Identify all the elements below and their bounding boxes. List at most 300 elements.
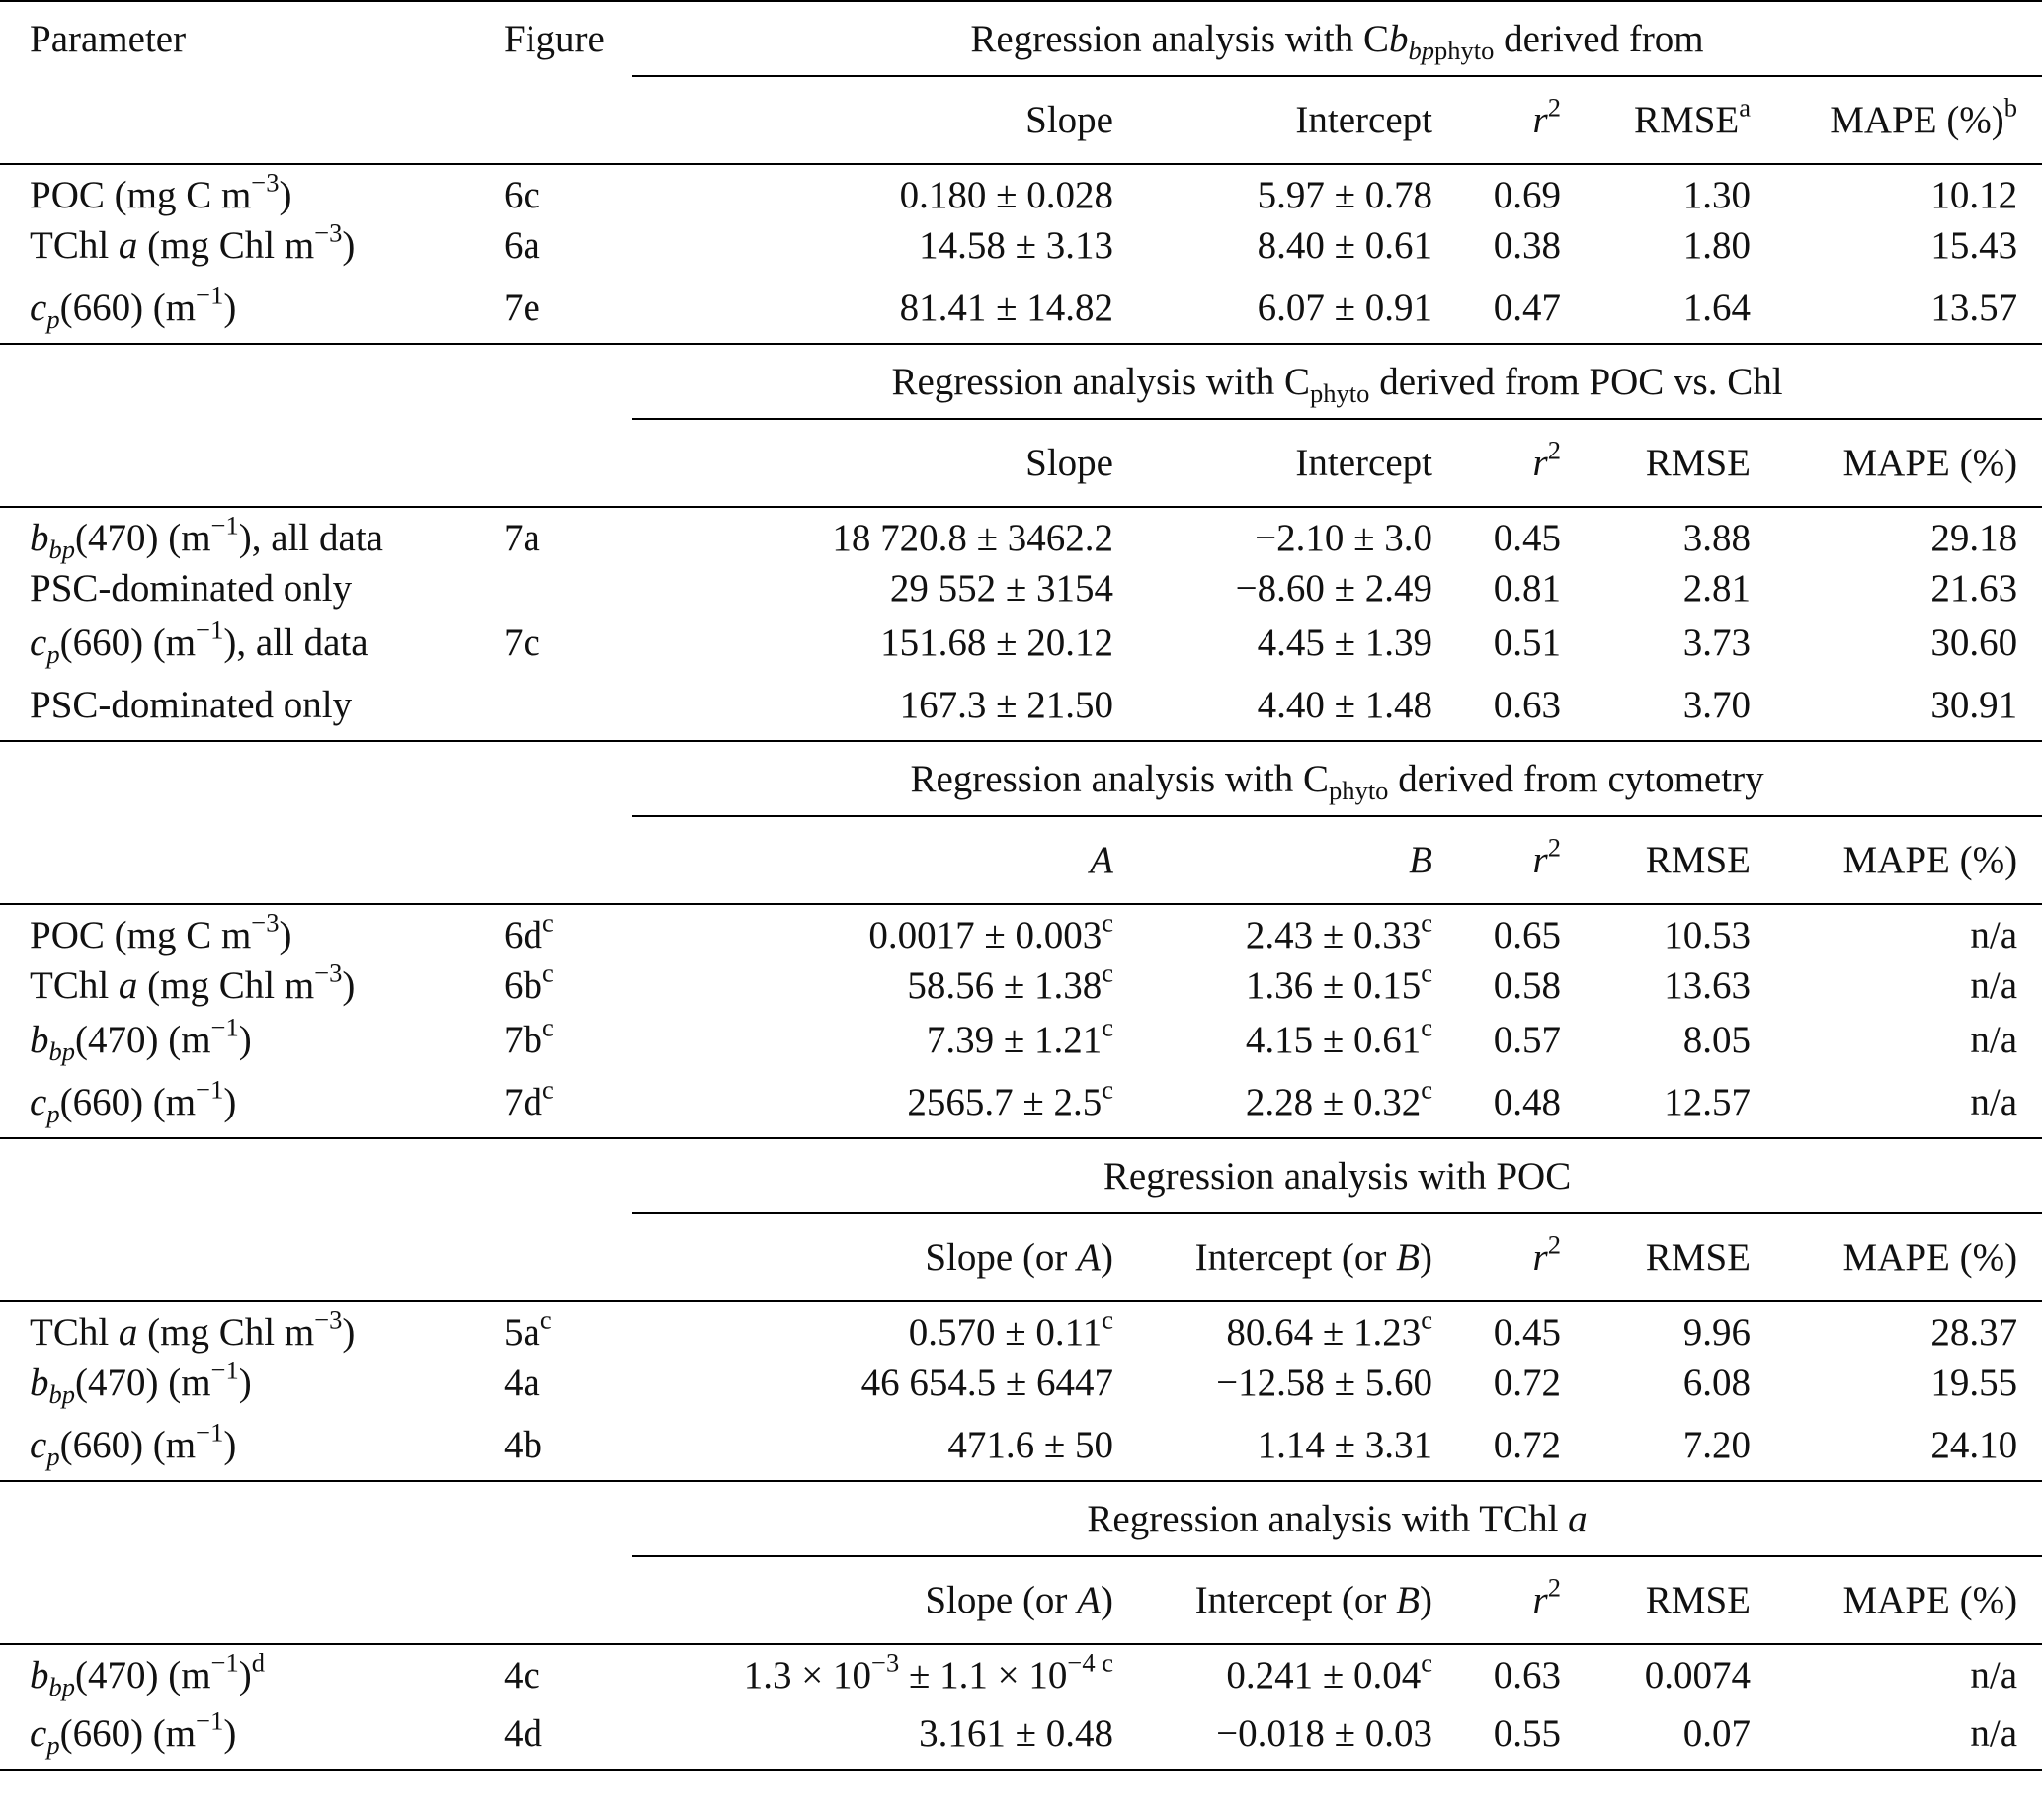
italic-symbol: c xyxy=(30,287,47,329)
text-fragment: ) xyxy=(342,224,356,267)
r2-cell xyxy=(1432,561,1561,616)
r2-cell xyxy=(1432,1013,1561,1067)
subscript: p xyxy=(46,1098,60,1128)
text-fragment: MAPE (%) xyxy=(1830,99,2004,141)
mape-cell xyxy=(1751,904,2042,958)
r2-cell xyxy=(1432,670,1561,741)
superscript: d xyxy=(251,1647,266,1678)
rmse-value: 3.88 xyxy=(1682,516,1751,559)
blank-cell xyxy=(474,816,632,904)
text-fragment: 4.45 ± 1.39 xyxy=(1257,621,1432,664)
text-fragment: RMSE xyxy=(1645,442,1751,484)
italic-symbol: a xyxy=(1568,1497,1588,1540)
text-fragment: POC (mg C m xyxy=(30,913,252,956)
superscript: 2 xyxy=(1547,92,1561,123)
r2-cell xyxy=(1432,218,1561,273)
superscript: c xyxy=(1421,1304,1432,1335)
parameter-cell xyxy=(0,164,474,218)
mape-value: 30.60 xyxy=(1930,621,2018,664)
superscript: c xyxy=(1102,1012,1113,1042)
text-fragment: TChl xyxy=(30,224,119,267)
superscript: −3 xyxy=(871,1647,900,1678)
table-row xyxy=(0,1644,2042,1698)
r2-cell xyxy=(1432,1067,1561,1138)
text-fragment: 4d xyxy=(504,1712,542,1755)
r2-cell xyxy=(1432,1698,1561,1770)
rmse-cell xyxy=(1561,1013,1751,1067)
superscript: c xyxy=(1421,907,1432,938)
superscript: −1 xyxy=(196,615,224,645)
text-fragment: 0.0017 ± 0.003 xyxy=(868,913,1103,956)
superscript: c xyxy=(542,957,554,988)
regression-table-body xyxy=(0,1,2042,1770)
column-header-row xyxy=(0,816,2042,904)
text-fragment: ± 1.1 × 10 xyxy=(899,1653,1068,1696)
mape-value: 19.55 xyxy=(1930,1362,2018,1404)
text-fragment: derived from cytometry xyxy=(1388,757,1764,800)
text-fragment: 7d xyxy=(504,1081,542,1123)
intercept-column-header xyxy=(1113,76,1432,164)
intercept-column-header xyxy=(1113,419,1432,507)
text-fragment: 5a xyxy=(504,1310,540,1354)
table-row xyxy=(0,164,2042,218)
text-fragment: −0.018 ± 0.03 xyxy=(1216,1712,1432,1755)
text-fragment: (470) (m xyxy=(75,1019,211,1061)
subscript: bp xyxy=(1408,35,1434,65)
intercept-cell xyxy=(1113,273,1432,344)
text-fragment: Slope xyxy=(1025,442,1113,484)
rmse-cell xyxy=(1561,273,1751,344)
text-fragment: MAPE (%) xyxy=(1842,839,2018,881)
intercept-column-header xyxy=(1113,816,1432,904)
slope-cell xyxy=(632,164,1113,218)
mape-value: 30.91 xyxy=(1930,684,2018,726)
text-fragment: Slope (or xyxy=(925,1236,1078,1279)
superscript: −3 xyxy=(314,957,343,988)
blank-cell xyxy=(0,1213,474,1301)
section-title xyxy=(632,1,2042,76)
rmse-column-header xyxy=(1561,816,1751,904)
rmse-value: 1.30 xyxy=(1682,173,1751,216)
text-fragment: ) xyxy=(223,1424,237,1466)
table-row xyxy=(0,1410,2042,1481)
parameter-cell xyxy=(0,616,474,670)
rmse-value: 10.53 xyxy=(1664,913,1751,956)
superscript: −3 xyxy=(251,167,280,198)
text-fragment: (660) (m xyxy=(59,621,197,664)
text-fragment: 6d xyxy=(504,913,542,956)
figure-cell xyxy=(474,1410,632,1481)
text-fragment: 2.43 ± 0.33 xyxy=(1245,913,1422,956)
table-row xyxy=(0,507,2042,561)
rmse-cell xyxy=(1561,1698,1751,1770)
italic-symbol: a xyxy=(118,964,138,1007)
r2-column-header xyxy=(1432,76,1561,164)
table-row xyxy=(0,1356,2042,1410)
rmse-cell xyxy=(1561,1067,1751,1138)
mape-cell xyxy=(1751,1356,2042,1410)
italic-symbol: b xyxy=(30,1019,49,1061)
text-fragment: 7a xyxy=(504,516,540,559)
mape-value: n/a xyxy=(1970,913,2018,956)
mape-cell xyxy=(1751,561,2042,616)
figure-cell xyxy=(474,616,632,670)
figure-cell xyxy=(474,1301,632,1356)
text-fragment: TChl xyxy=(30,964,119,1007)
text-fragment: Regression analysis with POC xyxy=(1103,1154,1572,1198)
text-fragment: 46 654.5 ± 6447 xyxy=(860,1362,1113,1404)
superscript: −3 xyxy=(314,217,343,248)
intercept-cell xyxy=(1113,218,1432,273)
parameter-cell xyxy=(0,1698,474,1770)
rmse-cell xyxy=(1561,616,1751,670)
rmse-value: 1.80 xyxy=(1682,224,1751,267)
mape-value: n/a xyxy=(1970,1019,2018,1061)
mape-value: 13.57 xyxy=(1930,287,2018,329)
r2-value: 0.47 xyxy=(1493,287,1561,329)
superscript: 2 xyxy=(1547,435,1561,465)
section-title xyxy=(632,1138,2042,1213)
rmse-cell xyxy=(1561,670,1751,741)
r2-column-header xyxy=(1432,1556,1561,1644)
parameter-cell xyxy=(0,958,474,1013)
mape-value: 28.37 xyxy=(1930,1310,2018,1354)
r2-cell xyxy=(1432,958,1561,1013)
subscript: bp xyxy=(48,1671,76,1701)
text-fragment: 4b xyxy=(504,1424,542,1466)
mape-column-header xyxy=(1751,816,2042,904)
table-row xyxy=(0,1013,2042,1067)
slope-cell xyxy=(632,1644,1113,1698)
section-title-row xyxy=(0,1,2042,76)
superscript: c xyxy=(1102,1304,1113,1335)
mape-cell xyxy=(1751,670,2042,741)
mape-value: 21.63 xyxy=(1930,567,2018,610)
rmse-column-header xyxy=(1561,1213,1751,1301)
text-fragment: −8.60 ± 2.49 xyxy=(1235,567,1432,610)
parameter-header xyxy=(0,741,474,816)
text-fragment: MAPE (%) xyxy=(1842,442,2018,484)
text-fragment: Slope xyxy=(1025,99,1113,141)
text-fragment: ) xyxy=(1101,1579,1113,1621)
superscript: c xyxy=(1102,957,1113,988)
subscript: p xyxy=(46,1729,60,1760)
text-fragment: 4a xyxy=(504,1362,540,1404)
mape-cell xyxy=(1751,958,2042,1013)
blank-cell xyxy=(474,419,632,507)
rmse-value: 6.08 xyxy=(1682,1362,1751,1404)
slope-cell xyxy=(632,1698,1113,1770)
text-fragment: 8.40 ± 0.61 xyxy=(1257,224,1432,267)
rmse-value: 12.57 xyxy=(1664,1081,1751,1123)
text-fragment: ) xyxy=(279,173,292,216)
figure-cell xyxy=(474,1067,632,1138)
mape-value: n/a xyxy=(1970,1081,2018,1123)
text-fragment: (470) (m xyxy=(75,1653,211,1696)
mape-cell xyxy=(1751,1410,2042,1481)
table-row xyxy=(0,616,2042,670)
intercept-column-header xyxy=(1113,1556,1432,1644)
intercept-cell xyxy=(1113,904,1432,958)
parameter-cell xyxy=(0,1301,474,1356)
mape-cell xyxy=(1751,218,2042,273)
intercept-column-header xyxy=(1113,1213,1432,1301)
mape-cell xyxy=(1751,507,2042,561)
figure-cell xyxy=(474,561,632,616)
text-fragment: 167.3 ± 21.50 xyxy=(899,684,1113,726)
superscript: c xyxy=(1421,1012,1432,1042)
text-fragment: ), all data xyxy=(238,516,383,559)
superscript: −1 xyxy=(196,1417,224,1448)
r2-value: 0.72 xyxy=(1493,1424,1561,1466)
figure-cell xyxy=(474,1644,632,1698)
slope-cell xyxy=(632,958,1113,1013)
subscript: bp xyxy=(48,534,76,564)
subscript: bp xyxy=(48,1378,76,1409)
section-title xyxy=(632,1481,2042,1556)
mape-cell xyxy=(1751,1067,2042,1138)
rmse-cell xyxy=(1561,561,1751,616)
text-fragment: 1.3 × 10 xyxy=(743,1653,871,1696)
blank-cell xyxy=(0,1556,474,1644)
slope-cell xyxy=(632,218,1113,273)
slope-cell xyxy=(632,1301,1113,1356)
slope-cell xyxy=(632,1410,1113,1481)
intercept-cell xyxy=(1113,1013,1432,1067)
italic-symbol: a xyxy=(118,224,138,267)
italic-symbol: a xyxy=(118,1310,138,1354)
r2-value: 0.45 xyxy=(1493,516,1561,559)
superscript: b xyxy=(2003,92,2018,123)
text-fragment: 151.68 ± 20.12 xyxy=(880,621,1113,664)
r2-cell xyxy=(1432,1410,1561,1481)
slope-cell xyxy=(632,507,1113,561)
figure-header xyxy=(474,344,632,419)
rmse-value: 9.96 xyxy=(1682,1310,1751,1354)
parameter-cell xyxy=(0,218,474,273)
intercept-cell xyxy=(1113,507,1432,561)
figure-cell xyxy=(474,958,632,1013)
rmse-value: 3.73 xyxy=(1682,621,1751,664)
column-header-row xyxy=(0,76,2042,164)
parameter-header xyxy=(0,344,474,419)
mape-cell xyxy=(1751,1644,2042,1698)
rmse-value: 0.0074 xyxy=(1644,1653,1751,1696)
r2-value: 0.58 xyxy=(1493,964,1561,1007)
subscript: phyto xyxy=(1433,35,1495,65)
italic-symbol: b xyxy=(30,516,49,559)
parameter-cell xyxy=(0,670,474,741)
rmse-value: 13.63 xyxy=(1664,964,1751,1007)
italic-symbol: r xyxy=(1532,442,1548,484)
text-fragment: 0.180 ± 0.028 xyxy=(899,173,1113,216)
mape-cell xyxy=(1751,164,2042,218)
table-row xyxy=(0,670,2042,741)
section-title-row xyxy=(0,1481,2042,1556)
superscript: −1 xyxy=(196,280,224,310)
mape-value: 24.10 xyxy=(1930,1424,2018,1466)
italic-symbol: b xyxy=(30,1653,49,1696)
text-fragment: 6b xyxy=(504,964,542,1007)
figure-cell xyxy=(474,1013,632,1067)
r2-value: 0.63 xyxy=(1493,1653,1561,1696)
section-title-row xyxy=(0,1138,2042,1213)
italic-symbol: r xyxy=(1532,1236,1548,1279)
figure-cell xyxy=(474,273,632,344)
italic-symbol: c xyxy=(30,1712,47,1755)
text-fragment: Slope (or xyxy=(925,1579,1078,1621)
column-header-row xyxy=(0,419,2042,507)
subscript: p xyxy=(46,1441,60,1471)
r2-value: 0.81 xyxy=(1493,567,1561,610)
text-fragment: Intercept (or xyxy=(1194,1236,1397,1279)
text-fragment: ) xyxy=(223,1712,237,1755)
r2-value: 0.48 xyxy=(1493,1081,1561,1123)
text-fragment: ) xyxy=(1420,1236,1432,1279)
blank-cell xyxy=(0,76,474,164)
mape-value: n/a xyxy=(1970,1712,2018,1755)
figure-cell xyxy=(474,507,632,561)
intercept-cell xyxy=(1113,1644,1432,1698)
italic-symbol: b xyxy=(1388,17,1409,60)
italic-symbol: b xyxy=(30,1362,49,1404)
italic-symbol: B xyxy=(1396,1579,1420,1621)
intercept-cell xyxy=(1113,1301,1432,1356)
rmse-cell xyxy=(1561,904,1751,958)
mape-value: n/a xyxy=(1970,1653,2018,1696)
mape-cell xyxy=(1751,1698,2042,1770)
parameter-header xyxy=(0,1481,474,1556)
intercept-cell xyxy=(1113,1067,1432,1138)
rmse-value: 0.07 xyxy=(1682,1712,1751,1755)
text-fragment: derived from POC vs. Chl xyxy=(1369,360,1783,403)
subscript: p xyxy=(46,638,60,669)
text-fragment: TChl xyxy=(30,1310,119,1354)
text-fragment: 7c xyxy=(504,621,540,664)
text-fragment: 7.39 ± 1.21 xyxy=(926,1019,1103,1061)
parameter-header xyxy=(0,1,474,76)
text-fragment: (660) (m xyxy=(59,1424,197,1466)
blank-cell xyxy=(474,1213,632,1301)
mape-value: 15.43 xyxy=(1930,224,2018,267)
r2-cell xyxy=(1432,1644,1561,1698)
table-row xyxy=(0,904,2042,958)
superscript: c xyxy=(539,1304,552,1335)
superscript: c xyxy=(542,1012,554,1042)
superscript: 2 xyxy=(1547,1229,1561,1260)
parameter-cell xyxy=(0,507,474,564)
r2-value: 0.63 xyxy=(1493,684,1561,726)
superscript: −1 xyxy=(196,1074,224,1105)
blank-cell xyxy=(0,419,474,507)
subscript: phyto xyxy=(1329,775,1389,805)
mape-column-header xyxy=(1751,419,2042,507)
text-fragment: Regression analysis with C xyxy=(970,17,1389,60)
superscript: −3 xyxy=(314,1304,343,1335)
intercept-cell xyxy=(1113,616,1432,670)
superscript: −3 xyxy=(251,907,280,938)
text-fragment: 3.161 ± 0.48 xyxy=(919,1712,1113,1755)
figure-cell xyxy=(474,670,632,741)
r2-cell xyxy=(1432,1301,1561,1356)
italic-symbol: B xyxy=(1409,839,1432,881)
text-fragment: ) xyxy=(1101,1236,1113,1279)
superscript: −1 xyxy=(210,1012,239,1042)
text-fragment: MAPE (%) xyxy=(1842,1236,2018,1279)
text-fragment: 4.40 ± 1.48 xyxy=(1257,684,1432,726)
r2-value: 0.57 xyxy=(1493,1019,1561,1061)
text-fragment: derived from xyxy=(1494,17,1704,60)
text-fragment: 6.07 ± 0.91 xyxy=(1257,287,1432,329)
text-fragment: 4.15 ± 0.61 xyxy=(1245,1019,1422,1061)
text-fragment: Intercept xyxy=(1295,442,1432,484)
r2-cell xyxy=(1432,1356,1561,1410)
text-fragment: ) xyxy=(342,964,356,1007)
section-title xyxy=(632,741,2042,816)
r2-value: 0.55 xyxy=(1493,1712,1561,1755)
text-fragment: Intercept (or xyxy=(1194,1579,1397,1621)
text-fragment: 29 552 ± 3154 xyxy=(889,567,1113,610)
table-row xyxy=(0,561,2042,616)
column-header-row xyxy=(0,1556,2042,1644)
subscript: p xyxy=(46,303,60,334)
slope-cell xyxy=(632,561,1113,616)
rmse-value: 8.05 xyxy=(1682,1019,1751,1061)
italic-symbol: B xyxy=(1396,1236,1420,1279)
text-fragment: 0.241 ± 0.04 xyxy=(1226,1653,1422,1696)
text-fragment: −12.58 ± 5.60 xyxy=(1216,1362,1432,1404)
rmse-value: 3.70 xyxy=(1682,684,1751,726)
italic-symbol: c xyxy=(30,621,47,664)
text-fragment: (660) (m xyxy=(59,1712,197,1755)
figure-header xyxy=(474,1481,632,1556)
intercept-cell xyxy=(1113,1356,1432,1410)
superscript: c xyxy=(542,1074,554,1105)
rmse-column-header xyxy=(1561,1556,1751,1644)
blank-cell xyxy=(474,1556,632,1644)
text-fragment: ) xyxy=(238,1362,252,1404)
parameter-cell xyxy=(0,1356,474,1410)
blank-cell xyxy=(0,816,474,904)
superscript: −1 xyxy=(210,510,239,540)
text-fragment: ), all data xyxy=(223,621,368,664)
text-fragment: 58.56 ± 1.38 xyxy=(907,964,1103,1007)
slope-column-header xyxy=(632,76,1113,164)
text-fragment: 1.14 ± 3.31 xyxy=(1257,1424,1432,1466)
text-fragment: MAPE (%) xyxy=(1842,1579,2018,1621)
text-fragment: 471.6 ± 50 xyxy=(947,1424,1113,1466)
mape-cell xyxy=(1751,1013,2042,1067)
slope-cell xyxy=(632,1356,1113,1410)
rmse-cell xyxy=(1561,218,1751,273)
figure-cell xyxy=(474,218,632,273)
rmse-column-header xyxy=(1561,419,1751,507)
r2-cell xyxy=(1432,164,1561,218)
text-fragment: 81.41 ± 14.82 xyxy=(899,287,1113,329)
parameter-cell xyxy=(0,561,474,616)
slope-cell xyxy=(632,1013,1113,1067)
figure-header xyxy=(474,1,632,76)
table-row xyxy=(0,958,2042,1013)
text-fragment: 2565.7 ± 2.5 xyxy=(907,1081,1103,1123)
rmse-value: 1.64 xyxy=(1682,287,1751,329)
text-fragment: Regression analysis with C xyxy=(891,360,1311,403)
text-fragment: (mg Chl m xyxy=(137,964,315,1007)
italic-symbol: c xyxy=(30,1081,47,1123)
text-fragment: 2.28 ± 0.32 xyxy=(1245,1081,1422,1123)
figure-cell xyxy=(474,904,632,958)
text-fragment: RMSE xyxy=(1634,99,1740,141)
